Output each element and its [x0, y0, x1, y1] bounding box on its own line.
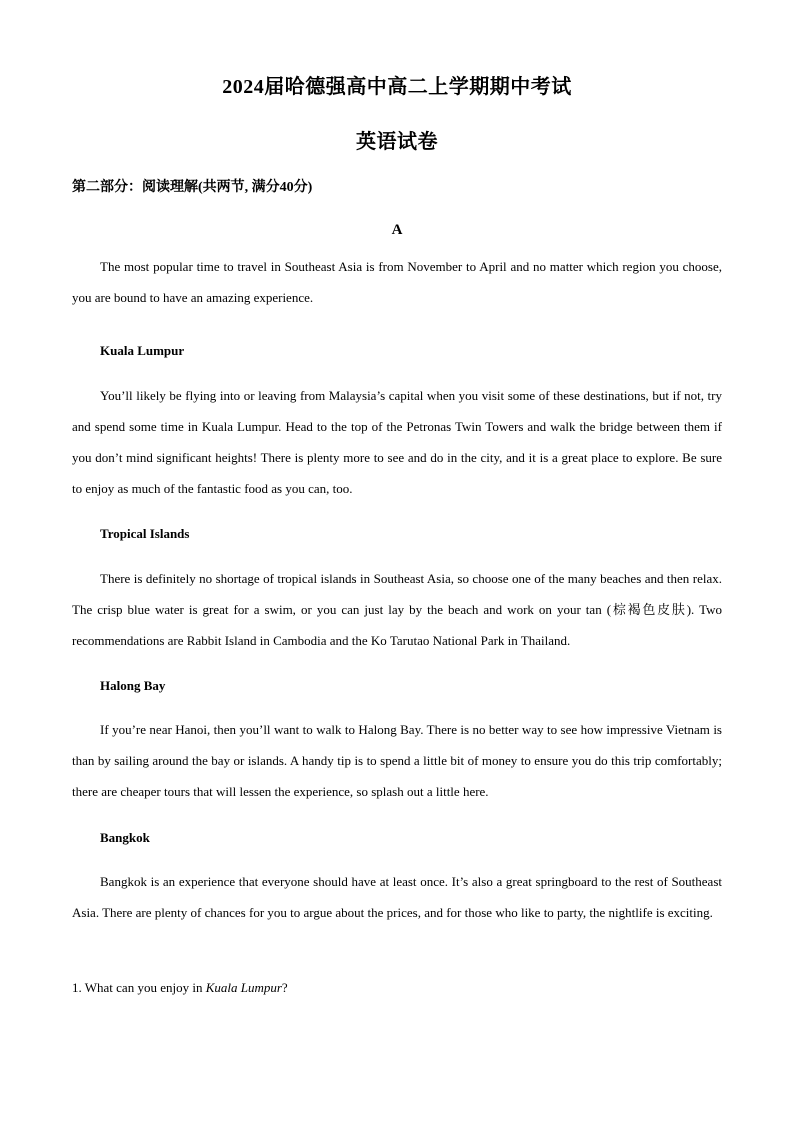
paragraph-tropical-islands: There is definitely no shortage of tropical islands in Southeast Asia, so choose one of the many beaches and then relax. The crisp blue water is great for a swim, or you can just lay by the beach and work on your tan (棕褐色皮肤). Two recommendations are Rabbit Island in Cambodia and the Ko Tarutao National Park in Thailand. [72, 571, 722, 648]
subheading-kuala-lumpur: Kuala Lumpur [100, 343, 185, 358]
question-1-suffix: ? [281, 980, 288, 995]
paragraph-bangkok: Bangkok is an experience that everyone should have at least once. It’s also a great springboard to the rest of Southeast Asia. There are plenty of chances for you to argue about the prices, and for those who like to party, the nightlife is exciting. [72, 874, 722, 920]
paragraph-kuala-lumpur: You’ll likely be flying into or leaving from Malaysia’s capital when you visit some of these destinations, but if not, try and spend some time in Kuala Lumpur. Head to the top of the Petronas Twin Towers and walk the bridge between them if you don’t mind significant heights! There is plenty more to see and do in the city, and it is a great place to explore. Be sure to enjoy as much of the fantastic food as you can, too. [72, 388, 722, 496]
subheading-bangkok: Bangkok [100, 830, 150, 845]
passage-letter: A [391, 222, 403, 238]
exam-title: 2024届哈德强高中高二上学期期中考试 [222, 76, 572, 98]
intro-paragraph: The most popular time to travel in Southeast Asia is from November to April and no matter which region you choose, you are bound to have an amazing experience. [72, 259, 722, 305]
subheading-tropical-islands: Tropical Islands [100, 526, 190, 541]
exam-subtitle: 英语试卷 [356, 131, 438, 153]
subheading-halong-bay: Halong Bay [100, 678, 166, 693]
question-1 [72, 980, 288, 996]
section-heading: 第二部分：阅读理解(共两节, 满分40分) [72, 180, 313, 195]
question-1-italic: Kuala Lumpur [205, 980, 282, 995]
question-1-prefix: 1. What can you enjoy in [72, 980, 206, 995]
paragraph-halong-bay: If you’re near Hanoi, then you’ll want to walk to Halong Bay. There is no better way to see how impressive Vietnam is than by sailing around the bay or islands. A handy tip is to spend a little bit of money to ensure you do this trip comfortably; there are cheaper tours that will lessen the experience, so splash out a little here. [72, 722, 722, 799]
